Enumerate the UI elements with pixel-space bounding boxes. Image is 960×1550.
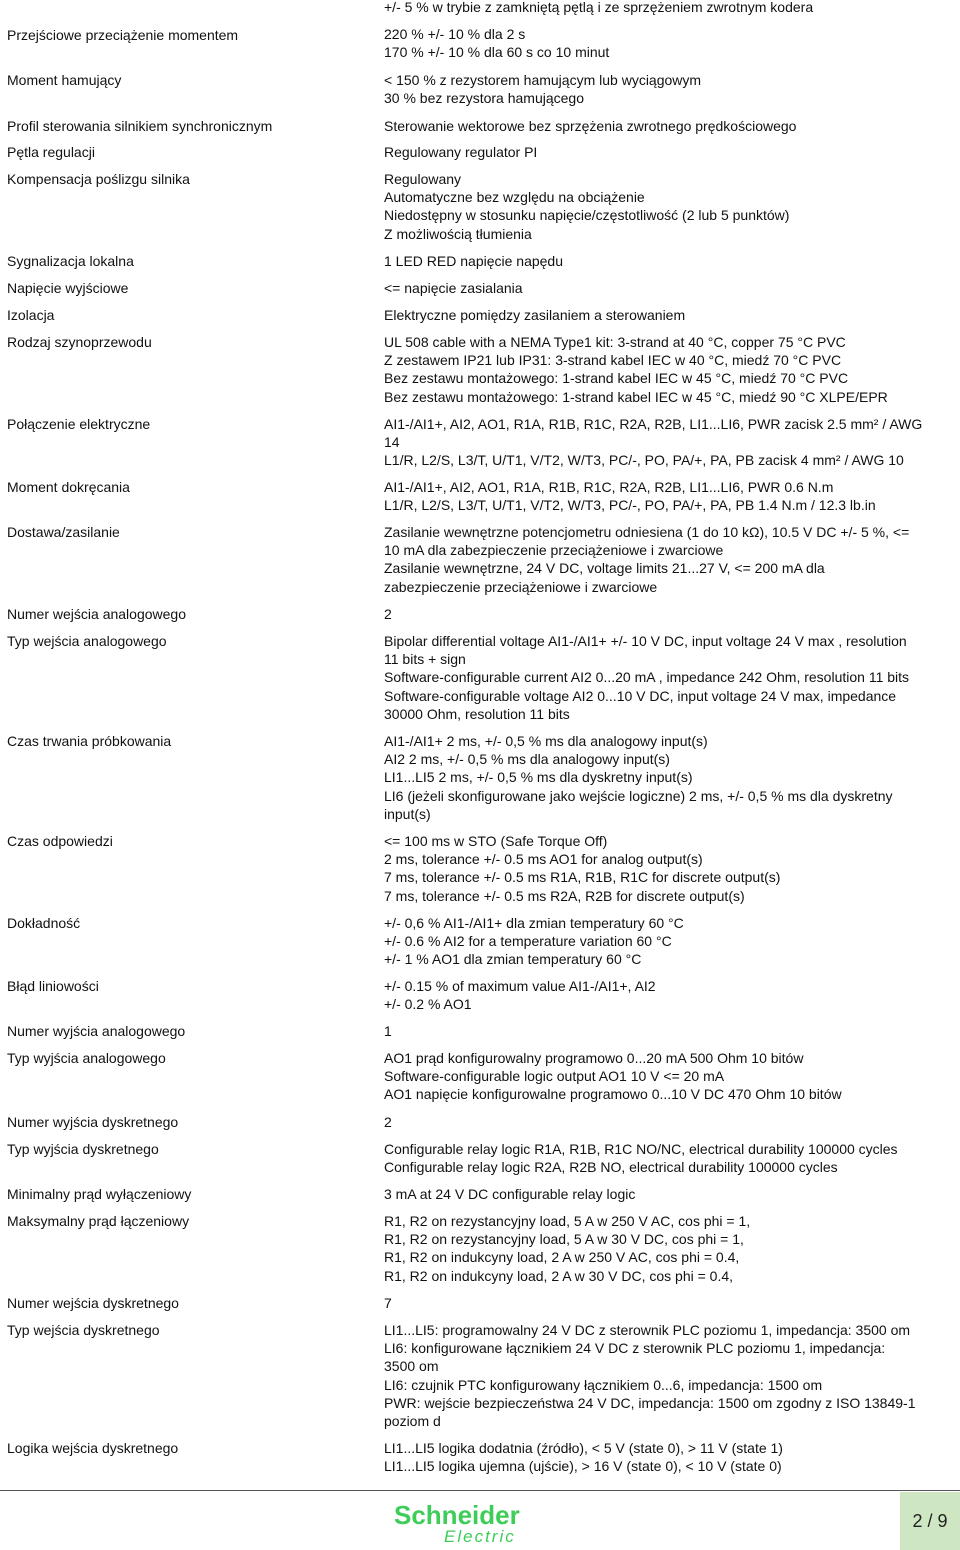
spec-label: Błąd liniowości xyxy=(7,978,99,994)
spec-value: 1 LED RED napięcie napędu xyxy=(384,253,564,269)
page-number-badge xyxy=(900,1492,960,1550)
spec-value: Configurable relay logic R1A, R1B, R1C NO/NC, electrical durability 100000 cycles Configurable relay logic R2A, R2B NO, electrical durability 100000 cycles xyxy=(384,1141,898,1176)
schneider-electric-logo xyxy=(394,1500,544,1545)
spec-label: Moment hamujący xyxy=(7,72,122,88)
spec-value: AI1-/AI1+, AI2, AO1, R1A, R1B, R1C, R2A, R2B, LI1...LI6, PWR 0.6 N.m L1/R, L2/S, L3/T, U/T1, V/T2, W/T3, PC/-, PO, PA/+, PA, PB 1.4 N.m / 12.3 lb.in xyxy=(384,479,876,514)
spec-value: LI1...LI5 logika dodatnia (źródło), < 5 V (state 0), > 11 V (state 1) LI1...LI5 logika ujemna (ujście), > 16 V (state 0), < 10 V (state 0) xyxy=(384,1440,783,1475)
spec-label: Maksymalny prąd łączeniowy xyxy=(7,1213,190,1229)
spec-number: 2 xyxy=(384,1114,392,1130)
footer-divider xyxy=(0,1490,960,1491)
spec-value: LI1...LI5: programowalny 24 V DC z sterownik PLC poziomu 1, impedancja: 3500 om LI6: konfigurowane łącznikiem 24 V DC z sterownik PLC poziomu 1, impedancja: 3500 om LI6: czujnik PTC konfigurowany łącznikiem 0...6, impedancja: 1500 om PWR: wejście bezpieczeństwa 24 V DC, impedancja: 1500 om zgodny z ISO 13849-1 poziom d xyxy=(384,1322,916,1430)
spec-label: Kompensacja poślizgu silnika xyxy=(7,171,190,187)
spec-value: Elektryczne pomiędzy zasilaniem a sterowaniem xyxy=(384,307,686,323)
spec-label: Numer wejścia dyskretnego xyxy=(7,1295,179,1311)
spec-number: 7 xyxy=(384,1295,392,1311)
spec-label: Rodzaj szynoprzewodu xyxy=(7,334,152,350)
spec-value: <= napięcie zasialania xyxy=(384,280,523,296)
spec-number: 2 xyxy=(384,606,392,622)
spec-label: Moment dokręcania xyxy=(7,479,130,495)
spec-value: Bipolar differential voltage AI1-/AI1+ +/- 10 V DC, input voltage 24 V max , resolution 11 bits + sign Software-configurable current AI2 0...20 mA , impedance 242 Ohm, resolution 11 bits Software-configurable voltage AI2 0...10 V DC, input voltage 24 V max, impedance 30000 Ohm, resolution 11 bits xyxy=(384,633,910,722)
spec-value: R1, R2 on rezystancyjny load, 5 A w 250 V AC, cos phi = 1, R1, R2 on rezystancyjny load, 5 A w 30 V DC, cos phi = 1, R1, R2 on indukcyny load, 2 A w 250 V AC, cos phi = 0.4, R1, R2 on indukcyny load, 2 A w 30 V DC, cos phi = 0.4, xyxy=(384,1213,751,1284)
spec-label: Logika wejścia dyskretnego xyxy=(7,1440,179,1456)
spec-label: Profil sterowania silnikiem synchronicznym xyxy=(7,118,273,134)
spec-label: Przejściowe przeciążenie momentem xyxy=(7,27,239,43)
spec-value: <= 100 ms w STO (Safe Torque Off) 2 ms, tolerance +/- 0.5 ms AO1 for analog output(s) 7 ms, tolerance +/- 0.5 ms R1A, R1B, R1C for discrete output(s) 7 ms, tolerance +/- 0.5 ms R2A, R2B for discrete output(s) xyxy=(384,833,781,904)
spec-label: Typ wejścia analogowego xyxy=(7,633,167,649)
spec-label: Dokładność xyxy=(7,915,81,931)
spec-value: Regulowany Automatyczne bez względu na obciążenie Niedostępny w stosunku napięcie/częstotliwość (2 lub 5 punktów) Z możliwością tłumienia xyxy=(384,171,790,242)
spec-label: Czas trwania próbkowania xyxy=(7,733,172,749)
spec-value: Sterowanie wektorowe bez sprzężenia zwrotnego prędkościowego xyxy=(384,118,797,134)
logo-text-schneider: Schneider xyxy=(394,1500,520,1530)
spec-value: +/- 0,6 % AI1-/AI1+ dla zmian temperatury 60 °C +/- 0.6 % AI2 for a temperature variation 60 °C +/- 1 % AO1 dla zmian temperatury 60 °C xyxy=(384,915,684,968)
spec-label: Typ wyjścia dyskretnego xyxy=(7,1141,159,1157)
spec-label: Połączenie elektryczne xyxy=(7,416,151,432)
spec-value: < 150 % z rezystorem hamującym lub wyciągowym 30 % bez rezystora hamującego xyxy=(384,72,702,107)
logo-text-electric: Electric xyxy=(444,1527,516,1545)
spec-value: UL 508 cable with a NEMA Type1 kit: 3-strand at 40 °C, copper 75 °C PVC Z zestawem IP21 lub IP31: 3-strand kabel IEC w 40 °C, miedź 70 °C PVC Bez zestawu montażowego: 1-strand kabel IEC w 45 °C, miedź 70 °C PVC Bez zestawu montażowego: 1-strand kabel IEC w 45 °C, miedź 90 °C XLPE/EPR xyxy=(384,334,888,405)
spec-label: Numer wejścia analogowego xyxy=(7,606,186,622)
spec-label: Minimalny prąd wyłączeniowy xyxy=(7,1186,192,1202)
spec-label: Pętla regulacji xyxy=(7,144,95,160)
spec-value: Regulowany regulator PI xyxy=(384,144,538,160)
spec-label: Czas odpowiedzi xyxy=(7,833,113,849)
spec-label: Numer wyjścia dyskretnego xyxy=(7,1114,179,1130)
spec-value: AI1-/AI1+ 2 ms, +/- 0,5 % ms dla analogowy input(s) AI2 2 ms, +/- 0,5 % ms dla analogowy input(s) LI1...LI5 2 ms, +/- 0,5 % ms dla dyskretny input(s) LI6 (jeżeli skonfigurowane jako wejście logiczne) 2 ms, +/- 0,5 % ms dla dyskretny input(s) xyxy=(384,733,893,822)
spec-label: Dostawa/zasilanie xyxy=(7,524,120,540)
spec-value: +/- 0.15 % of maximum value AI1-/AI1+, AI2 +/- 0.2 % AO1 xyxy=(384,978,656,1013)
spec-label: Izolacja xyxy=(7,307,55,323)
spec-label: Numer wyjścia analogowego xyxy=(7,1023,186,1039)
spec-value: Zasilanie wewnętrzne potencjometru odniesiena (1 do 10 kΩ), 10.5 V DC +/- 5 %, <= 10 mA dla zabezpieczenie przeciążeniowe i zwarciowe Zasilanie wewnętrzne, 24 V DC, voltage limits 21...27 V, <= 200 mA dla zabezpieczenie przeciążeniowe i zwarciowe xyxy=(384,524,910,595)
spec-value: AO1 prąd konfigurowalny programowo 0...20 mA 500 Ohm 10 bitów Software-configurable logic output AO1 10 V <= 20 mA AO1 napięcie konfigurowalne programowo 0...10 V DC 470 Ohm 10 bitów xyxy=(384,1050,842,1103)
page-number: 2 / 9 xyxy=(912,1510,948,1531)
spec-value: 3 mA at 24 V DC configurable relay logic xyxy=(384,1186,636,1202)
spec-value: AI1-/AI1+, AI2, AO1, R1A, R1B, R1C, R2A, R2B, LI1...LI6, PWR zacisk 2.5 mm² / AWG 14 L1/R, L2/S, L3/T, U/T1, V/T2, W/T3, PC/-, PO, PA/+, PA, PB zacisk 4 mm² / AWG 10 xyxy=(384,416,923,469)
spec-label: Sygnalizacja lokalna xyxy=(7,253,134,269)
spec-label: Napięcie wyjściowe xyxy=(7,280,129,296)
spec-label: Typ wejścia dyskretnego xyxy=(7,1322,160,1338)
spec-value: +/- 5 % w trybie z zamkniętą pętlą i ze sprzężeniem zwrotnym kodera xyxy=(384,0,814,15)
spec-number: 1 xyxy=(384,1023,392,1039)
spec-label: Typ wyjścia analogowego xyxy=(7,1050,166,1066)
spec-value: 220 % +/- 10 % dla 2 s 170 % +/- 10 % dla 60 s co 10 minut xyxy=(384,26,610,61)
